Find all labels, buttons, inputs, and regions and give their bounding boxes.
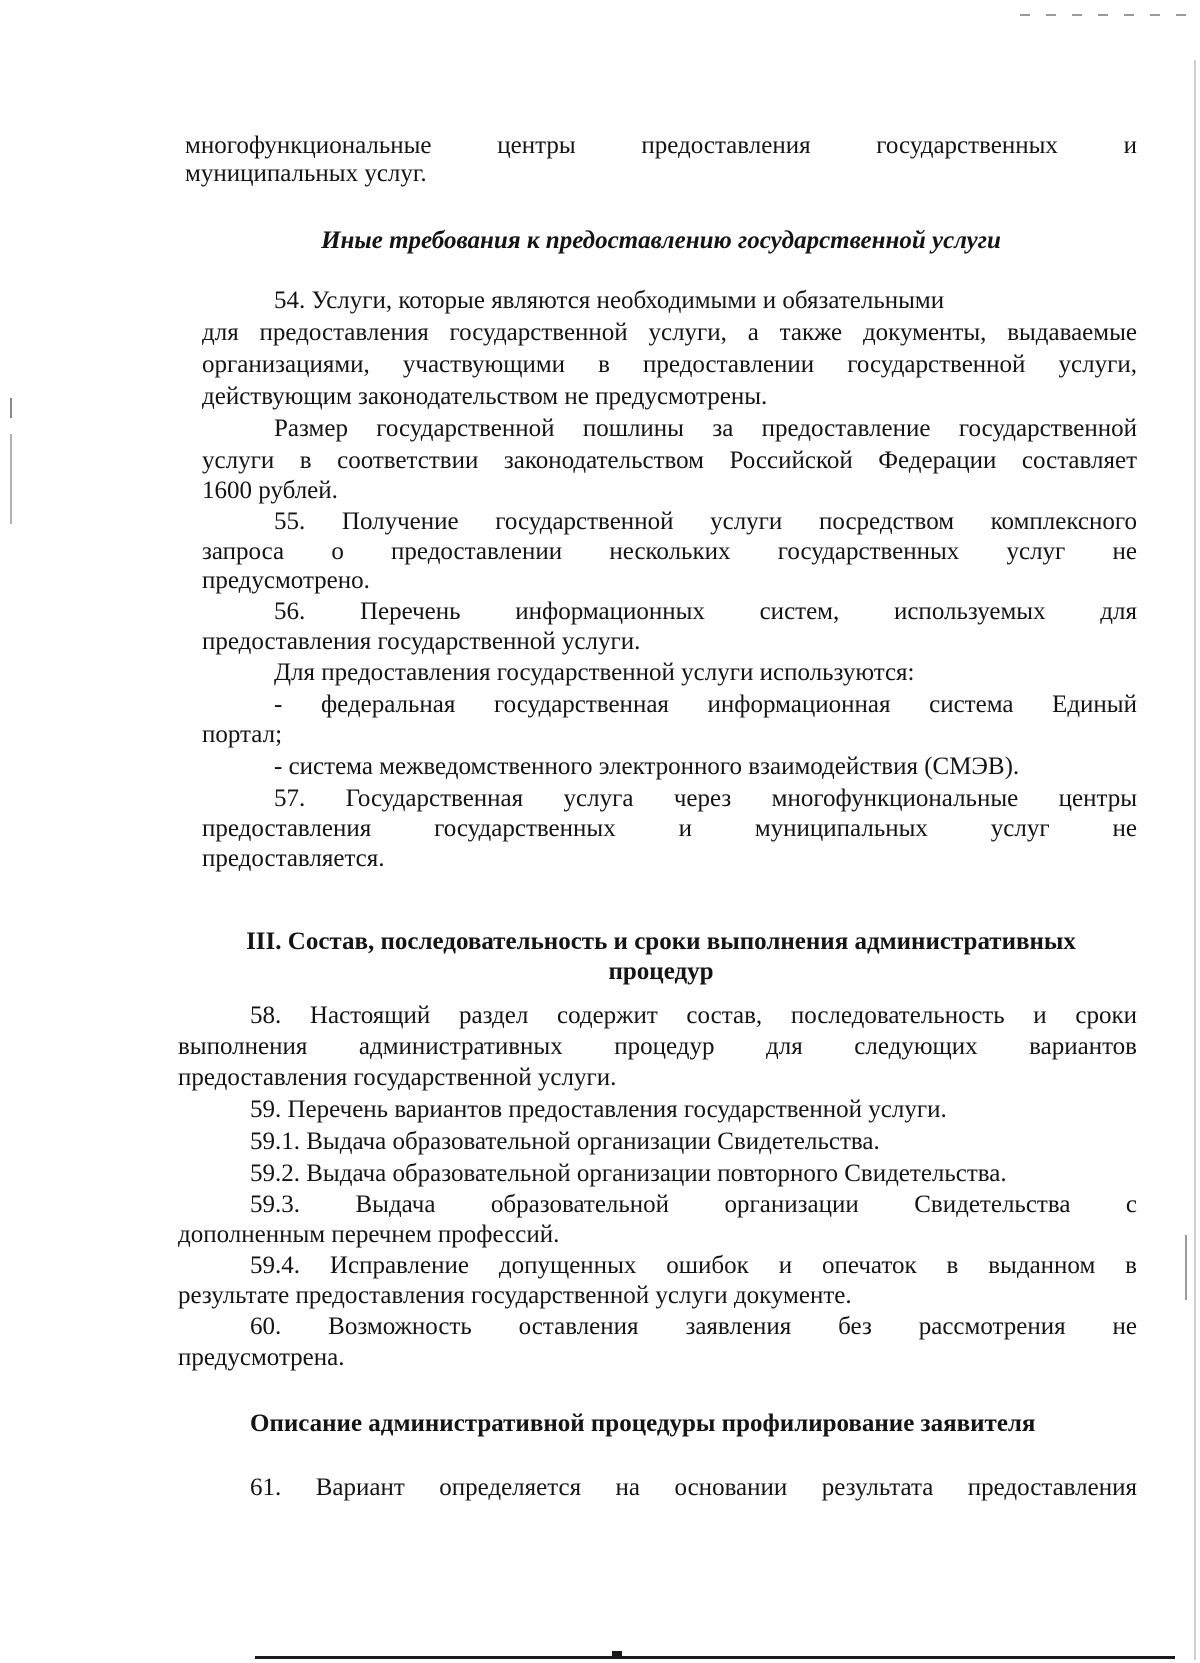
- scan-margin-mark: [10, 434, 12, 524]
- text-line: 61. Вариант определяется на основании результата предоставления: [250, 1474, 1137, 1501]
- text-line: 59.1. Выдача образовательной организации Свидетельства.: [250, 1128, 880, 1155]
- text-line: Размер государственной пошлины за предоставление государственной: [274, 415, 1137, 442]
- section-heading: Описание административной процедуры профилирование заявителя: [250, 1410, 1036, 1437]
- text-line: 59.4. Исправление допущенных ошибок и опечаток в выданном в: [250, 1252, 1137, 1279]
- text-line: предоставления государственной услуги.: [202, 628, 641, 655]
- text-line: 60. Возможность оставления заявления без рассмотрения не: [250, 1313, 1137, 1340]
- text-line: предоставления государственной услуги.: [178, 1064, 617, 1091]
- scan-margin-mark: [1185, 1235, 1187, 1300]
- text-line: предоставления государственных и муниципальных услуг не: [202, 815, 1137, 842]
- scan-bottom-blob: [612, 1651, 622, 1659]
- text-line: 1600 рублей.: [202, 477, 338, 504]
- text-line: организациями, участвующими в предоставлении государственной услуги,: [202, 351, 1137, 378]
- text-line: предусмотрено.: [202, 567, 370, 594]
- text-line: многофункциональные центры предоставления государственных и: [185, 132, 1137, 159]
- scan-margin-mark: [10, 398, 12, 418]
- text-line: предусмотрена.: [178, 1344, 345, 1371]
- text-line: выполнения административных процедур для следующих вариантов: [178, 1033, 1137, 1060]
- text-line: 55. Получение государственной услуги посредством комплексного: [274, 508, 1137, 535]
- text-line: 59. Перечень вариантов предоставления государственной услуги.: [250, 1096, 947, 1123]
- text-line: 54. Услуги, которые являются необходимыми и обязательными: [274, 287, 945, 314]
- text-line: 59.3. Выдача образовательной организации Свидетельства с: [250, 1191, 1137, 1218]
- text-line: услуги в соответствии законодательством Российской Федерации составляет: [202, 447, 1137, 474]
- text-line: муниципальных услуг.: [185, 160, 427, 187]
- section-heading: III. Состав, последовательность и сроки выполнения административных: [246, 928, 1076, 955]
- text-line: дополненным перечнем профессий.: [178, 1221, 560, 1248]
- text-line: результате предоставления государственной услуги документе.: [178, 1282, 852, 1309]
- text-line: 57. Государственная услуга через многофункциональные центры: [274, 785, 1137, 812]
- text-line: - федеральная государственная информационная система Единый: [274, 691, 1137, 718]
- scan-bottom-rule: [255, 1656, 1175, 1659]
- text-line: предоставляется.: [202, 845, 385, 872]
- scan-dash-artifact: [1020, 14, 1190, 16]
- text-line: запроса о предоставлении нескольких государственных услуг не: [202, 538, 1137, 565]
- text-line: 58. Настоящий раздел содержит состав, последовательность и сроки: [250, 1002, 1137, 1029]
- text-line: - система межведомственного электронного взаимодействия (СМЭВ).: [274, 753, 1020, 780]
- section-heading: Иные требования к предоставлению государственной услуги: [321, 227, 1001, 254]
- text-line: 56. Перечень информационных систем, используемых для: [274, 598, 1137, 625]
- scan-edge-line: [1194, 60, 1196, 1660]
- text-line: портал;: [202, 721, 283, 748]
- section-heading: процедур: [608, 958, 714, 985]
- text-line: действующим законодательством не предусмотрены.: [202, 383, 768, 410]
- text-line: Для предоставления государственной услуги используются:: [274, 659, 915, 686]
- text-line: 59.2. Выдача образовательной организации повторного Свидетельства.: [250, 1160, 1007, 1187]
- text-line: для предоставления государственной услуги, а также документы, выдаваемые: [202, 319, 1137, 346]
